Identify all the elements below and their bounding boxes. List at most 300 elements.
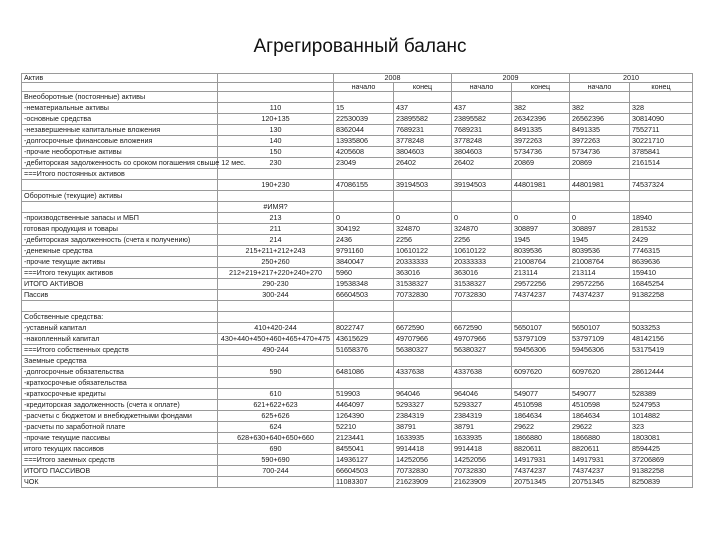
row-value: 3972263: [512, 136, 570, 147]
row-value: 4510598: [570, 400, 630, 411]
row-code: [218, 312, 334, 323]
row-value: 5650107: [512, 323, 570, 334]
table-row: [22, 257, 693, 268]
row-value: 1866880: [512, 433, 570, 444]
table-row: [22, 466, 693, 477]
row-value: [394, 202, 452, 213]
row-label: -уставный капитал: [22, 323, 218, 334]
table-row: [22, 268, 693, 279]
row-code: 624: [218, 422, 334, 433]
row-value: 2384319: [452, 411, 512, 422]
row-value: 74374237: [512, 466, 570, 477]
row-value: 1866880: [570, 433, 630, 444]
row-value: [334, 312, 394, 323]
row-code: 150: [218, 147, 334, 158]
row-code: 110: [218, 103, 334, 114]
row-label: -дебиторская задолженность (счета к получению): [22, 235, 218, 246]
table-row: [22, 356, 693, 367]
row-value: [512, 356, 570, 367]
row-value: [452, 356, 512, 367]
row-value: [394, 356, 452, 367]
row-value: 1945: [512, 235, 570, 246]
row-value: 3804603: [394, 147, 452, 158]
row-value: [334, 191, 394, 202]
row-value: 13935806: [334, 136, 394, 147]
row-value: 9914418: [394, 444, 452, 455]
row-label: -незавершенные капитальные вложения: [22, 125, 218, 136]
row-label: -прочие текущие пассивы: [22, 433, 218, 444]
row-value: 15: [334, 103, 394, 114]
row-code: #ИМЯ?: [218, 202, 334, 213]
row-value: 1264390: [334, 411, 394, 422]
row-label: Заемные средства: [22, 356, 218, 367]
row-label: -основные средства: [22, 114, 218, 125]
header-row-periods: [22, 83, 693, 92]
row-value: 26562396: [570, 114, 630, 125]
row-value: 44801981: [512, 180, 570, 191]
row-code: 590: [218, 367, 334, 378]
balance-sheet: [21, 73, 692, 497]
row-value: 5734736: [570, 147, 630, 158]
table-row: [22, 279, 693, 290]
row-value: 11083307: [334, 477, 394, 488]
row-value: 26402: [452, 158, 512, 169]
row-value: 2123441: [334, 433, 394, 444]
row-value: 3972263: [570, 136, 630, 147]
table-row: [22, 103, 693, 114]
row-value: 44801981: [570, 180, 630, 191]
row-value: [570, 356, 630, 367]
row-value: 20869: [512, 158, 570, 169]
row-code: 212+219+217+220+240+270: [218, 268, 334, 279]
row-code: 213: [218, 213, 334, 224]
row-value: 16845254: [630, 279, 693, 290]
table-row: [22, 125, 693, 136]
row-code: [218, 191, 334, 202]
row-value: [512, 169, 570, 180]
row-value: 38791: [394, 422, 452, 433]
row-value: 2161514: [630, 158, 693, 169]
row-value: 964046: [452, 389, 512, 400]
row-value: 8455041: [334, 444, 394, 455]
row-value: 53797109: [512, 334, 570, 345]
row-code: 490-244: [218, 345, 334, 356]
row-value: 14936127: [334, 455, 394, 466]
row-value: [570, 378, 630, 389]
row-label: -накопленный капитал: [22, 334, 218, 345]
row-value: 0: [452, 213, 512, 224]
table-row: [22, 191, 693, 202]
row-value: 66604503: [334, 290, 394, 301]
row-label: -нематериальные активы: [22, 103, 218, 114]
row-value: 0: [512, 213, 570, 224]
table-row: [22, 202, 693, 213]
row-value: 4337638: [452, 367, 512, 378]
row-value: 18940: [630, 213, 693, 224]
row-value: [630, 169, 693, 180]
row-value: 91382258: [630, 466, 693, 477]
row-value: 519903: [334, 389, 394, 400]
row-value: 56380327: [394, 345, 452, 356]
row-value: 4510598: [512, 400, 570, 411]
row-value: 8039536: [570, 246, 630, 257]
row-label: -краткосрочные обязательства: [22, 378, 218, 389]
row-value: 437: [452, 103, 512, 114]
row-value: 5293327: [394, 400, 452, 411]
row-value: 29622: [512, 422, 570, 433]
header-year-2008: 2008: [334, 74, 452, 83]
row-value: 7689231: [452, 125, 512, 136]
row-value: [452, 312, 512, 323]
row-value: 30814090: [630, 114, 693, 125]
header-konec: конец: [512, 83, 570, 92]
row-value: 1633935: [452, 433, 512, 444]
row-value: 5033253: [630, 323, 693, 334]
table-row: [22, 312, 693, 323]
row-value: 39194503: [394, 180, 452, 191]
row-value: 49707966: [394, 334, 452, 345]
row-value: [394, 92, 452, 103]
table-row: [22, 323, 693, 334]
row-value: 8820611: [570, 444, 630, 455]
header-nachalo: начало: [452, 83, 512, 92]
row-value: [394, 169, 452, 180]
row-value: 4464097: [334, 400, 394, 411]
row-value: [334, 301, 394, 312]
balance-table: [21, 73, 693, 488]
row-value: 7552711: [630, 125, 693, 136]
row-value: 2256: [394, 235, 452, 246]
row-value: [452, 169, 512, 180]
row-value: 8362044: [334, 125, 394, 136]
row-code: 610: [218, 389, 334, 400]
row-label: ЧОК: [22, 477, 218, 488]
row-value: 5960: [334, 268, 394, 279]
slide-title: Агрегированный баланс: [253, 36, 467, 57]
row-value: 4337638: [394, 367, 452, 378]
table-row: [22, 290, 693, 301]
row-value: [334, 202, 394, 213]
row-value: 3778248: [394, 136, 452, 147]
row-value: 52210: [334, 422, 394, 433]
row-value: 8491335: [512, 125, 570, 136]
row-value: 28612444: [630, 367, 693, 378]
row-value: [630, 92, 693, 103]
row-value: 20869: [570, 158, 630, 169]
table-row: [22, 169, 693, 180]
row-value: [334, 92, 394, 103]
row-value: 2436: [334, 235, 394, 246]
row-code: [218, 92, 334, 103]
row-value: 14917931: [512, 455, 570, 466]
table-row: [22, 400, 693, 411]
row-value: 363016: [394, 268, 452, 279]
row-value: [452, 378, 512, 389]
row-value: 8250839: [630, 477, 693, 488]
row-value: 382: [570, 103, 630, 114]
row-value: 549077: [570, 389, 630, 400]
row-value: 1803081: [630, 433, 693, 444]
row-value: 8491335: [570, 125, 630, 136]
header-aktiv: Актив: [22, 74, 218, 83]
row-value: 2256: [452, 235, 512, 246]
row-value: 5293327: [452, 400, 512, 411]
row-value: 308897: [570, 224, 630, 235]
row-label: -долгосрочные финансовые вложения: [22, 136, 218, 147]
row-code: 215+211+212+243: [218, 246, 334, 257]
row-value: 213114: [570, 268, 630, 279]
row-value: 1014882: [630, 411, 693, 422]
row-value: 5650107: [570, 323, 630, 334]
row-value: 20751345: [570, 477, 630, 488]
row-value: [630, 312, 693, 323]
row-value: 26342396: [512, 114, 570, 125]
row-value: [394, 378, 452, 389]
row-value: 23895582: [452, 114, 512, 125]
row-label: [22, 180, 218, 191]
row-value: [630, 301, 693, 312]
row-label: итого текущих пассивов: [22, 444, 218, 455]
row-value: [334, 356, 394, 367]
header-year-2009: 2009: [452, 74, 570, 83]
row-value: 328: [630, 103, 693, 114]
row-value: 6672590: [394, 323, 452, 334]
header-konec: конец: [394, 83, 452, 92]
row-value: 0: [334, 213, 394, 224]
row-value: 1945: [570, 235, 630, 246]
row-value: 29622: [570, 422, 630, 433]
row-value: 308897: [512, 224, 570, 235]
row-value: 19538348: [334, 279, 394, 290]
table-row: [22, 422, 693, 433]
table-row: [22, 301, 693, 312]
row-value: 3840047: [334, 257, 394, 268]
row-label: -прочие текущие активы: [22, 257, 218, 268]
row-code: 290-230: [218, 279, 334, 290]
row-value: 1864634: [570, 411, 630, 422]
row-code: 430+440+450+460+465+470+475: [218, 334, 334, 345]
row-value: 437: [394, 103, 452, 114]
row-value: 29572256: [512, 279, 570, 290]
row-value: 21623909: [452, 477, 512, 488]
row-value: 4205608: [334, 147, 394, 158]
row-value: [512, 202, 570, 213]
row-value: 74374237: [570, 290, 630, 301]
row-value: [570, 191, 630, 202]
table-row: [22, 224, 693, 235]
row-value: 0: [570, 213, 630, 224]
row-code: [218, 378, 334, 389]
row-value: 31538327: [394, 279, 452, 290]
table-row: [22, 444, 693, 455]
row-value: 213114: [512, 268, 570, 279]
row-value: 3804603: [452, 147, 512, 158]
row-code: 410+420-244: [218, 323, 334, 334]
row-value: [512, 92, 570, 103]
row-value: 51658376: [334, 345, 394, 356]
row-value: 22530039: [334, 114, 394, 125]
row-value: 53175419: [630, 345, 693, 356]
row-value: 382: [512, 103, 570, 114]
row-value: 56380327: [452, 345, 512, 356]
row-value: 70732830: [394, 466, 452, 477]
row-value: 48142156: [630, 334, 693, 345]
row-value: [334, 378, 394, 389]
row-value: 2384319: [394, 411, 452, 422]
row-value: [452, 202, 512, 213]
table-row: [22, 213, 693, 224]
row-value: 324870: [394, 224, 452, 235]
row-value: [452, 301, 512, 312]
row-value: 20333333: [394, 257, 452, 268]
row-value: 30221710: [630, 136, 693, 147]
table-row: [22, 389, 693, 400]
row-code: [218, 301, 334, 312]
row-label: -дебиторская задолженность со сроком погашения свыше 12 мес.: [22, 158, 218, 169]
row-value: 20333333: [452, 257, 512, 268]
row-label: ===Итого собственных средств: [22, 345, 218, 356]
row-value: 159410: [630, 268, 693, 279]
row-value: 6097620: [512, 367, 570, 378]
row-value: [452, 191, 512, 202]
row-value: 74374237: [512, 290, 570, 301]
row-value: 39194503: [452, 180, 512, 191]
row-value: 74374237: [570, 466, 630, 477]
row-label: -производственные запасы и МБП: [22, 213, 218, 224]
table-row: [22, 235, 693, 246]
row-value: 37206869: [630, 455, 693, 466]
row-value: [570, 92, 630, 103]
row-value: 10610122: [452, 246, 512, 257]
row-label: -расчеты с бюджетом и внебюджетными фондами: [22, 411, 218, 422]
row-value: 53797109: [570, 334, 630, 345]
row-value: 21008764: [570, 257, 630, 268]
row-code: 628+630+640+650+660: [218, 433, 334, 444]
header-konec: конец: [630, 83, 693, 92]
row-code: 300-244: [218, 290, 334, 301]
row-code: 690: [218, 444, 334, 455]
row-code: [218, 477, 334, 488]
row-value: [570, 169, 630, 180]
row-value: [452, 92, 512, 103]
row-label: ИТОГО АКТИВОВ: [22, 279, 218, 290]
table-row: [22, 411, 693, 422]
row-value: 3785841: [630, 147, 693, 158]
row-label: -расчеты по заработной плате: [22, 422, 218, 433]
row-value: [570, 301, 630, 312]
row-code: [218, 169, 334, 180]
row-value: [512, 378, 570, 389]
table-row: [22, 92, 693, 103]
row-value: 5247953: [630, 400, 693, 411]
table-row: [22, 367, 693, 378]
row-value: [394, 301, 452, 312]
row-value: 6097620: [570, 367, 630, 378]
row-value: 70732830: [394, 290, 452, 301]
row-value: [394, 191, 452, 202]
row-value: 528389: [630, 389, 693, 400]
row-value: 964046: [394, 389, 452, 400]
table-row: [22, 147, 693, 158]
header-nachalo: начало: [334, 83, 394, 92]
row-code: 625+626: [218, 411, 334, 422]
row-value: 9914418: [452, 444, 512, 455]
row-label: -краткосрочные кредиты: [22, 389, 218, 400]
row-value: 0: [394, 213, 452, 224]
row-value: 91382258: [630, 290, 693, 301]
row-label: Оборотные (текущие) активы: [22, 191, 218, 202]
row-value: 14252056: [394, 455, 452, 466]
table-row: [22, 114, 693, 125]
row-value: 8022747: [334, 323, 394, 334]
row-value: 66604503: [334, 466, 394, 477]
row-label: [22, 202, 218, 213]
row-code: 211: [218, 224, 334, 235]
row-value: 304192: [334, 224, 394, 235]
row-value: [570, 312, 630, 323]
row-label: -долгосрочные обязательства: [22, 367, 218, 378]
row-value: 1864634: [512, 411, 570, 422]
row-value: 59456306: [512, 345, 570, 356]
row-code: 214: [218, 235, 334, 246]
row-code: 120+135: [218, 114, 334, 125]
row-value: 47086155: [334, 180, 394, 191]
table-row: [22, 180, 693, 191]
row-value: 6672590: [452, 323, 512, 334]
row-value: 9791160: [334, 246, 394, 257]
row-value: 6481086: [334, 367, 394, 378]
row-code: 700-244: [218, 466, 334, 477]
row-value: 10610122: [394, 246, 452, 257]
row-value: 20751345: [512, 477, 570, 488]
row-value: [512, 301, 570, 312]
row-value: 2429: [630, 235, 693, 246]
row-value: 8594425: [630, 444, 693, 455]
row-value: 7689231: [394, 125, 452, 136]
row-value: 74537324: [630, 180, 693, 191]
row-value: 8039536: [512, 246, 570, 257]
row-value: 3778248: [452, 136, 512, 147]
row-code: 230: [218, 158, 334, 169]
row-value: [570, 202, 630, 213]
row-value: 1633935: [394, 433, 452, 444]
row-label: ===Итого заемных средств: [22, 455, 218, 466]
table-row: [22, 158, 693, 169]
row-value: 23895582: [394, 114, 452, 125]
row-value: 21623909: [394, 477, 452, 488]
row-value: 323: [630, 422, 693, 433]
row-label: -кредиторская задолженность (счета к оплате): [22, 400, 218, 411]
row-value: 49707966: [452, 334, 512, 345]
row-value: 5734736: [512, 147, 570, 158]
row-code: [218, 356, 334, 367]
row-code: 190+230: [218, 180, 334, 191]
table-row: [22, 136, 693, 147]
row-label: Собственные средства:: [22, 312, 218, 323]
row-value: [512, 191, 570, 202]
header-nachalo: начало: [570, 83, 630, 92]
row-value: 14252056: [452, 455, 512, 466]
table-row: [22, 334, 693, 345]
row-value: [630, 378, 693, 389]
row-value: 43615629: [334, 334, 394, 345]
row-value: 21008764: [512, 257, 570, 268]
row-value: 70732830: [452, 466, 512, 477]
header-year-2010: 2010: [570, 74, 693, 83]
row-label: -денежные средства: [22, 246, 218, 257]
row-value: 14917931: [570, 455, 630, 466]
row-value: 59456306: [570, 345, 630, 356]
